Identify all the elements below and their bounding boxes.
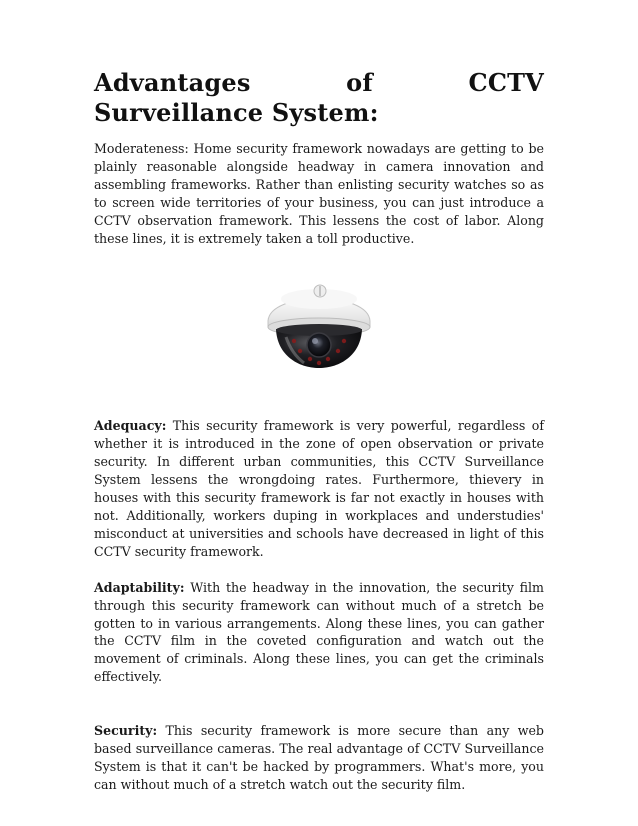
cctv-camera-image [94, 277, 544, 387]
intro-paragraph: Moderateness: Home security framework nowadays are getting to be plainly reasonable alongside headway in camera innovation and assembling frameworks. Rather than enlisting security watches so as to screen wide territories of your business, you can just introduce a CCTV observation framework. This lessens the cost of labor. Along these lines, it is extremely taken a toll productive. [94, 141, 544, 246]
paragraph-gap [94, 686, 544, 722]
security-text: This security framework is more secure than any web based surveillance cameras. The real advantage of CCTV Surveillance System is that it can't be hacked by programmers. What's more, you can without much of a stretch watch out the security film. [94, 723, 544, 792]
security-label: Security: [94, 723, 158, 739]
adequacy-label: Adequacy: [94, 418, 167, 434]
security-paragraph [94, 722, 544, 794]
adaptability-label: Adaptability: [94, 579, 185, 595]
adaptability-text: With the headway in the innovation, the security film through this security framework can without much of a stretch be gotten to in various arrangements. Along these lines, you can gather the CCTV film in the coveted configuration and watch out the movement of criminals. Along these lines, you can get the criminals effectively. [94, 579, 544, 685]
page-title: Advantages of CCTV Surveillance System: [94, 68, 544, 127]
adaptability-paragraph [94, 579, 544, 686]
dome-camera-icon [260, 277, 378, 387]
adequacy-text: This security framework is very powerful, regardless of whether it is introduced in the zone of open observation or private security. In different urban communities, this CCTV Surveillance System lessens the wrongdoing rates. Furthermore, thievery in houses with this security framework is far not exactly in houses with not. Additionally, workers duping in workplaces and understudies' misconduct at universities and schools have decreased in light of this CCTV security framework. [94, 418, 544, 559]
document-content [94, 68, 544, 794]
adequacy-paragraph [94, 417, 544, 560]
paragraph-gap [94, 561, 544, 579]
